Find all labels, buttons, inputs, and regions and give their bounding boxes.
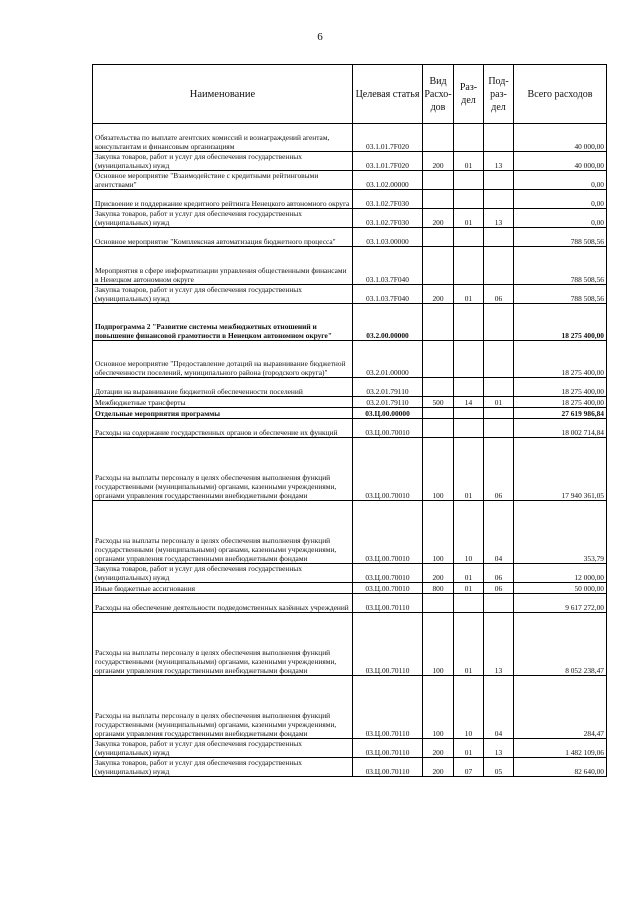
- cell-name: Расходы на содержание государственных органов и обеспечение их функций: [93, 419, 353, 438]
- cell-vid: [423, 419, 454, 438]
- cell-name: Основное мероприятие "Взаимодействие с кредитными рейтинговыми агентствами": [93, 171, 353, 190]
- cell-target-code: 03.1.03.7F040: [353, 247, 423, 285]
- cell-razdel: 10: [454, 676, 484, 739]
- cell-vid: [423, 378, 454, 397]
- cell-razdel: [454, 341, 484, 378]
- cell-target-code: 03.1.01.7F020: [353, 152, 423, 171]
- cell-vid: [423, 171, 454, 190]
- cell-vid: [423, 304, 454, 341]
- cell-total: 788 508,56: [514, 247, 607, 285]
- cell-name: Присвоение и поддержание кредитного рейтинга Ненецкого автономного округа: [93, 190, 353, 209]
- cell-target-code: 03.Ц.00.70010: [353, 438, 423, 501]
- cell-razdel: [454, 304, 484, 341]
- cell-name: Расходы на выплаты персоналу в целях обеспечения выполнения функций государственными (муниципальными) органами, казенными учреждениями, органами управления государственными внебюджетными фондами: [93, 438, 353, 501]
- cell-name: Обязательства по выплате агентских комиссий и вознаграждений агентам, консультантам и финансовым организациям: [93, 124, 353, 152]
- cell-target-code: 03.1.02.7F030: [353, 209, 423, 228]
- cell-total: 9 617 272,00: [514, 594, 607, 613]
- cell-podrazdel: [484, 408, 514, 419]
- cell-vid: 200: [423, 152, 454, 171]
- cell-razdel: [454, 419, 484, 438]
- cell-vid: 200: [423, 564, 454, 583]
- table-row: [93, 613, 607, 676]
- table-row: [93, 378, 607, 397]
- cell-target-code: 03.Ц.00.70110: [353, 758, 423, 777]
- cell-total: 18 002 714,84: [514, 419, 607, 438]
- cell-podrazdel: [484, 594, 514, 613]
- cell-target-code: 03.Ц.00.70110: [353, 739, 423, 758]
- cell-total: 788 508,56: [514, 285, 607, 304]
- table-row: [93, 739, 607, 758]
- cell-name: Закупка товаров, работ и услуг для обеспечения государственных (муниципальных) нужд: [93, 758, 353, 777]
- table-row: [93, 594, 607, 613]
- cell-total: 27 619 986,84: [514, 408, 607, 419]
- cell-razdel: 01: [454, 209, 484, 228]
- cell-target-code: 03.1.01.7F020: [353, 124, 423, 152]
- cell-target-code: 03.Ц.00.70010: [353, 583, 423, 594]
- header-razdel: Раз-дел: [454, 65, 484, 124]
- cell-target-code: 03.2.01.00000: [353, 341, 423, 378]
- cell-name: Закупка товаров, работ и услуг для обеспечения государственных (муниципальных) нужд: [93, 209, 353, 228]
- cell-total: 40 000,00: [514, 152, 607, 171]
- cell-total: 50 000,00: [514, 583, 607, 594]
- cell-total: 788 508,56: [514, 228, 607, 247]
- cell-name: Закупка товаров, работ и услуг для обеспечения государственных (муниципальных) нужд: [93, 564, 353, 583]
- table-row: [93, 228, 607, 247]
- cell-podrazdel: [484, 378, 514, 397]
- cell-podrazdel: 13: [484, 152, 514, 171]
- table-row: [93, 304, 607, 341]
- expenditure-table: [92, 64, 607, 777]
- cell-podrazdel: 04: [484, 501, 514, 564]
- table-row: [93, 124, 607, 152]
- cell-podrazdel: [484, 124, 514, 152]
- table-row: [93, 190, 607, 209]
- table-row: [93, 501, 607, 564]
- cell-target-code: 03.1.03.7F040: [353, 285, 423, 304]
- cell-vid: 200: [423, 739, 454, 758]
- cell-vid: 200: [423, 758, 454, 777]
- cell-name: Основное мероприятие "Предоставление дотаций на выравнивание бюджетной обеспеченности поселений, муниципального района (городского округа)": [93, 341, 353, 378]
- cell-vid: 800: [423, 583, 454, 594]
- cell-razdel: [454, 594, 484, 613]
- cell-target-code: 03.Ц.00.70010: [353, 501, 423, 564]
- table-row: [93, 676, 607, 739]
- cell-podrazdel: 13: [484, 613, 514, 676]
- cell-total: 17 940 361,05: [514, 438, 607, 501]
- cell-total: 8 052 238,47: [514, 613, 607, 676]
- cell-razdel: [454, 228, 484, 247]
- cell-target-code: 03.Ц.00.70110: [353, 613, 423, 676]
- cell-vid: [423, 228, 454, 247]
- cell-vid: [423, 341, 454, 378]
- cell-name: Расходы на выплаты персоналу в целях обеспечения выполнения функций государственными (муниципальными) органами, казенными учреждениями, органами управления государственными внебюджетными фондами: [93, 676, 353, 739]
- cell-total: 18 275 400,00: [514, 397, 607, 408]
- cell-razdel: [454, 378, 484, 397]
- cell-razdel: 07: [454, 758, 484, 777]
- cell-vid: 100: [423, 501, 454, 564]
- cell-target-code: 03.1.03.00000: [353, 228, 423, 247]
- cell-total: 284,47: [514, 676, 607, 739]
- cell-razdel: 01: [454, 613, 484, 676]
- cell-target-code: 03.Ц.00.70110: [353, 676, 423, 739]
- cell-target-code: 03.Ц.00.00000: [353, 408, 423, 419]
- cell-podrazdel: 13: [484, 209, 514, 228]
- cell-podrazdel: 01: [484, 397, 514, 408]
- cell-podrazdel: 06: [484, 438, 514, 501]
- cell-podrazdel: 13: [484, 739, 514, 758]
- cell-podrazdel: 06: [484, 285, 514, 304]
- table-row: [93, 408, 607, 419]
- header-target: Целевая статья: [353, 65, 423, 124]
- cell-podrazdel: [484, 190, 514, 209]
- cell-name: Закупка товаров, работ и услуг для обеспечения государственных (муниципальных) нужд: [93, 739, 353, 758]
- cell-total: 353,79: [514, 501, 607, 564]
- cell-name: Дотации на выравнивание бюджетной обеспеченности поселений: [93, 378, 353, 397]
- cell-target-code: 03.2.00.00000: [353, 304, 423, 341]
- cell-total: 0,00: [514, 190, 607, 209]
- table-row: [93, 397, 607, 408]
- cell-podrazdel: 04: [484, 676, 514, 739]
- cell-razdel: 10: [454, 501, 484, 564]
- cell-target-code: 03.1.02.7F030: [353, 190, 423, 209]
- cell-target-code: 03.2.01.79110: [353, 397, 423, 408]
- table-row: [93, 209, 607, 228]
- cell-podrazdel: 06: [484, 583, 514, 594]
- cell-target-code: 03.Ц.00.70110: [353, 594, 423, 613]
- cell-total: 12 000,00: [514, 564, 607, 583]
- cell-total: 40 000,00: [514, 124, 607, 152]
- table-header-row: [93, 65, 607, 124]
- table-row: [93, 247, 607, 285]
- cell-name: Закупка товаров, работ и услуг для обеспечения государственных (муниципальных) нужд: [93, 285, 353, 304]
- cell-target-code: 03.2.01.79110: [353, 378, 423, 397]
- cell-total: 18 275 400,00: [514, 304, 607, 341]
- table-row: [93, 583, 607, 594]
- table-row: [93, 171, 607, 190]
- cell-total: 18 275 400,00: [514, 341, 607, 378]
- table-row: [93, 341, 607, 378]
- header-total: Всего расходов: [514, 65, 607, 124]
- cell-name: Расходы на обеспечение деятельности подведомственных казённых учреждений: [93, 594, 353, 613]
- cell-name: Расходы на выплаты персоналу в целях обеспечения выполнения функций государственными (муниципальными) органами, казенными учреждениями, органами управления государственными внебюджетными фондами: [93, 501, 353, 564]
- table-body: [93, 124, 607, 777]
- cell-name: Мероприятия в сфере информатизации управления общественными финансами в Ненецком автономном округе: [93, 247, 353, 285]
- cell-razdel: [454, 124, 484, 152]
- cell-name: Межбюджетные трансферты: [93, 397, 353, 408]
- cell-total: 1 482 109,06: [514, 739, 607, 758]
- cell-razdel: 01: [454, 152, 484, 171]
- cell-name: Иные бюджетные ассигнования: [93, 583, 353, 594]
- cell-total: 0,00: [514, 209, 607, 228]
- cell-razdel: [454, 247, 484, 285]
- table-row: [93, 419, 607, 438]
- cell-podrazdel: 05: [484, 758, 514, 777]
- cell-target-code: 03.1.02.00000: [353, 171, 423, 190]
- cell-vid: [423, 247, 454, 285]
- cell-razdel: [454, 171, 484, 190]
- cell-total: 18 275 400,00: [514, 378, 607, 397]
- cell-vid: [423, 408, 454, 419]
- cell-vid: 100: [423, 676, 454, 739]
- cell-vid: 200: [423, 209, 454, 228]
- cell-razdel: [454, 190, 484, 209]
- cell-razdel: 01: [454, 564, 484, 583]
- cell-target-code: 03.Ц.00.70010: [353, 564, 423, 583]
- cell-podrazdel: [484, 419, 514, 438]
- cell-podrazdel: [484, 171, 514, 190]
- cell-razdel: 14: [454, 397, 484, 408]
- cell-vid: [423, 190, 454, 209]
- table-row: [93, 564, 607, 583]
- table-row: [93, 285, 607, 304]
- cell-vid: 500: [423, 397, 454, 408]
- cell-vid: [423, 124, 454, 152]
- cell-podrazdel: [484, 228, 514, 247]
- cell-total: 82 640,00: [514, 758, 607, 777]
- cell-vid: [423, 594, 454, 613]
- cell-name: Расходы на выплаты персоналу в целях обеспечения выполнения функций государственными (муниципальными) органами, казенными учреждениями, органами управления государственными внебюджетными фондами: [93, 613, 353, 676]
- cell-podrazdel: 06: [484, 564, 514, 583]
- table-row: [93, 438, 607, 501]
- table-row: [93, 152, 607, 171]
- cell-vid: 100: [423, 613, 454, 676]
- cell-name: Основное мероприятие "Комплексная автоматизация бюджетного процесса": [93, 228, 353, 247]
- cell-podrazdel: [484, 304, 514, 341]
- cell-target-code: 03.Ц.00.70010: [353, 419, 423, 438]
- cell-razdel: 01: [454, 438, 484, 501]
- cell-name: Отдельные мероприятия программы: [93, 408, 353, 419]
- table-row: [93, 758, 607, 777]
- cell-razdel: [454, 408, 484, 419]
- header-podrazdel: Под-раз-дел: [484, 65, 514, 124]
- cell-total: 0,00: [514, 171, 607, 190]
- cell-razdel: 01: [454, 583, 484, 594]
- header-name: Наименование: [93, 65, 353, 124]
- header-vid: Вид Расхо-дов: [423, 65, 454, 124]
- cell-podrazdel: [484, 341, 514, 378]
- cell-podrazdel: [484, 247, 514, 285]
- cell-name: Подпрограмма 2 "Развитие системы межбюджетных отношений и повышение финансовой грамотности в Ненецком автономном округе": [93, 304, 353, 341]
- page-number: 6: [317, 31, 323, 43]
- cell-razdel: 01: [454, 739, 484, 758]
- cell-name: Закупка товаров, работ и услуг для обеспечения государственных (муниципальных) нужд: [93, 152, 353, 171]
- cell-vid: 200: [423, 285, 454, 304]
- cell-razdel: 01: [454, 285, 484, 304]
- cell-vid: 100: [423, 438, 454, 501]
